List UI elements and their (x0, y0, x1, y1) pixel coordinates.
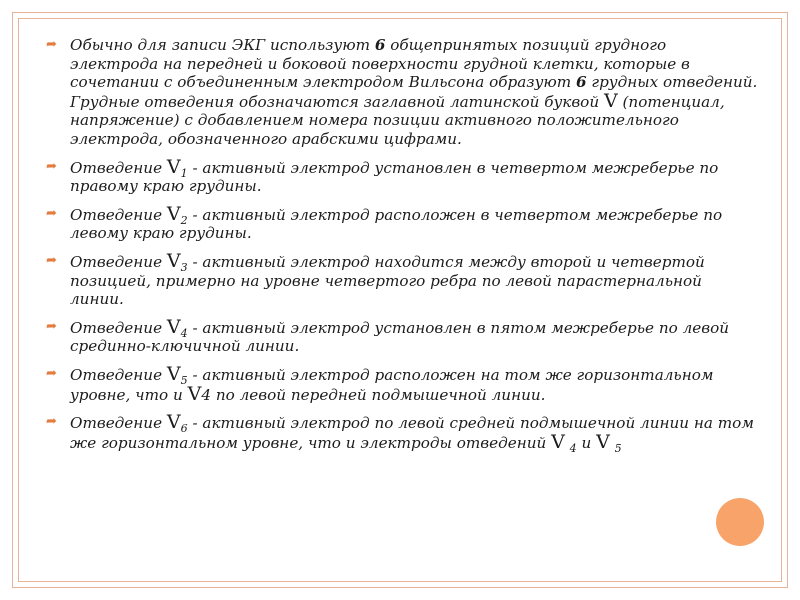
paragraph-lead-v1: ➦ Отведение $V_1$ - активный электрод установлен в четвертом межреберье по правому краю грудины. (46, 155, 719, 196)
lead-subscript: 2 (180, 213, 188, 227)
paragraph-lead-v2: ➦ Отведение $V_2$ - активный электрод расположен в четвертом межреберье по левому краю грудины. (46, 202, 723, 243)
number-six: 6 (575, 73, 587, 92)
paragraph-intro: ➦ Обычно для записи ЭКГ используют 6 общепринятых позиций грудного электрода на передней и боковой поверхности грудной клетки, которые в сочетании с объединенным электродом Вильсона образуют 6 грудных отведений. Грудные отведения обозначаются заглавной латинской буквой V (потенциал, напряжение) с добавлением номера позиции активного положительного электрода, обозначенного арабскими цифрами. (46, 36, 758, 148)
paragraph-lead-v6: ➦ Отведение $V_6$ - активный электрод по левой средней подмышечной линии на том же горизонтальном уровне, что и электроды отведений V $_4$ и V $_5$ (46, 411, 754, 455)
paragraph-lead-v4: ➦ Отведение $V_4$ - активный электрод установлен в пятом межреберье по левой срединно-ключичной линии. (46, 315, 730, 356)
lead-subscript: 3 (180, 260, 188, 274)
lead-subscript: 5 (614, 441, 622, 455)
number-six: 6 (374, 36, 386, 54)
lead-label-v: V (166, 411, 181, 434)
arrow-bullet-icon: ➦ (46, 252, 57, 268)
paragraph-lead-v3: ➦ Отведение $V_3$ - активный электрод находится между второй и четвертой позицией, примерно на уровне четвертого ребра по левой парастернальной линии. (46, 249, 705, 309)
lead-subscript: 4 (569, 441, 577, 455)
lead-label-v: V (166, 315, 181, 338)
arrow-bullet-icon: ➦ (46, 205, 57, 221)
arrow-bullet-icon: ➦ (46, 414, 57, 430)
lead-subscript: 5 (180, 373, 188, 387)
arrow-bullet-icon: ➦ (46, 318, 57, 334)
lead-ref-v: V (596, 430, 610, 453)
lead-subscript: 6 (180, 422, 188, 436)
arrow-bullet-icon: ➦ (46, 37, 57, 52)
lead-subscript: 4 (180, 326, 188, 340)
lead-ref-v: V (187, 382, 202, 405)
lead-ref-v: V (551, 430, 565, 453)
lead-label-v: V (166, 155, 181, 178)
lead-label-v: V (166, 202, 181, 225)
lead-label-v: V (166, 362, 181, 385)
lead-subscript: 1 (180, 166, 188, 180)
letter-v: V (603, 89, 618, 112)
arrow-bullet-icon: ➦ (46, 158, 57, 174)
slide-body-text (46, 36, 758, 461)
lead-label-v: V (166, 249, 181, 272)
paragraph-lead-v5: ➦ Отведение $V_5$ - активный электрод расположен на том же горизонтальном уровне, что и V4 по левой передней подмышечной линии. (46, 362, 714, 405)
accent-circle-decoration (716, 498, 764, 546)
arrow-bullet-icon: ➦ (46, 365, 57, 381)
lead-ref-number: 4 (201, 385, 211, 404)
